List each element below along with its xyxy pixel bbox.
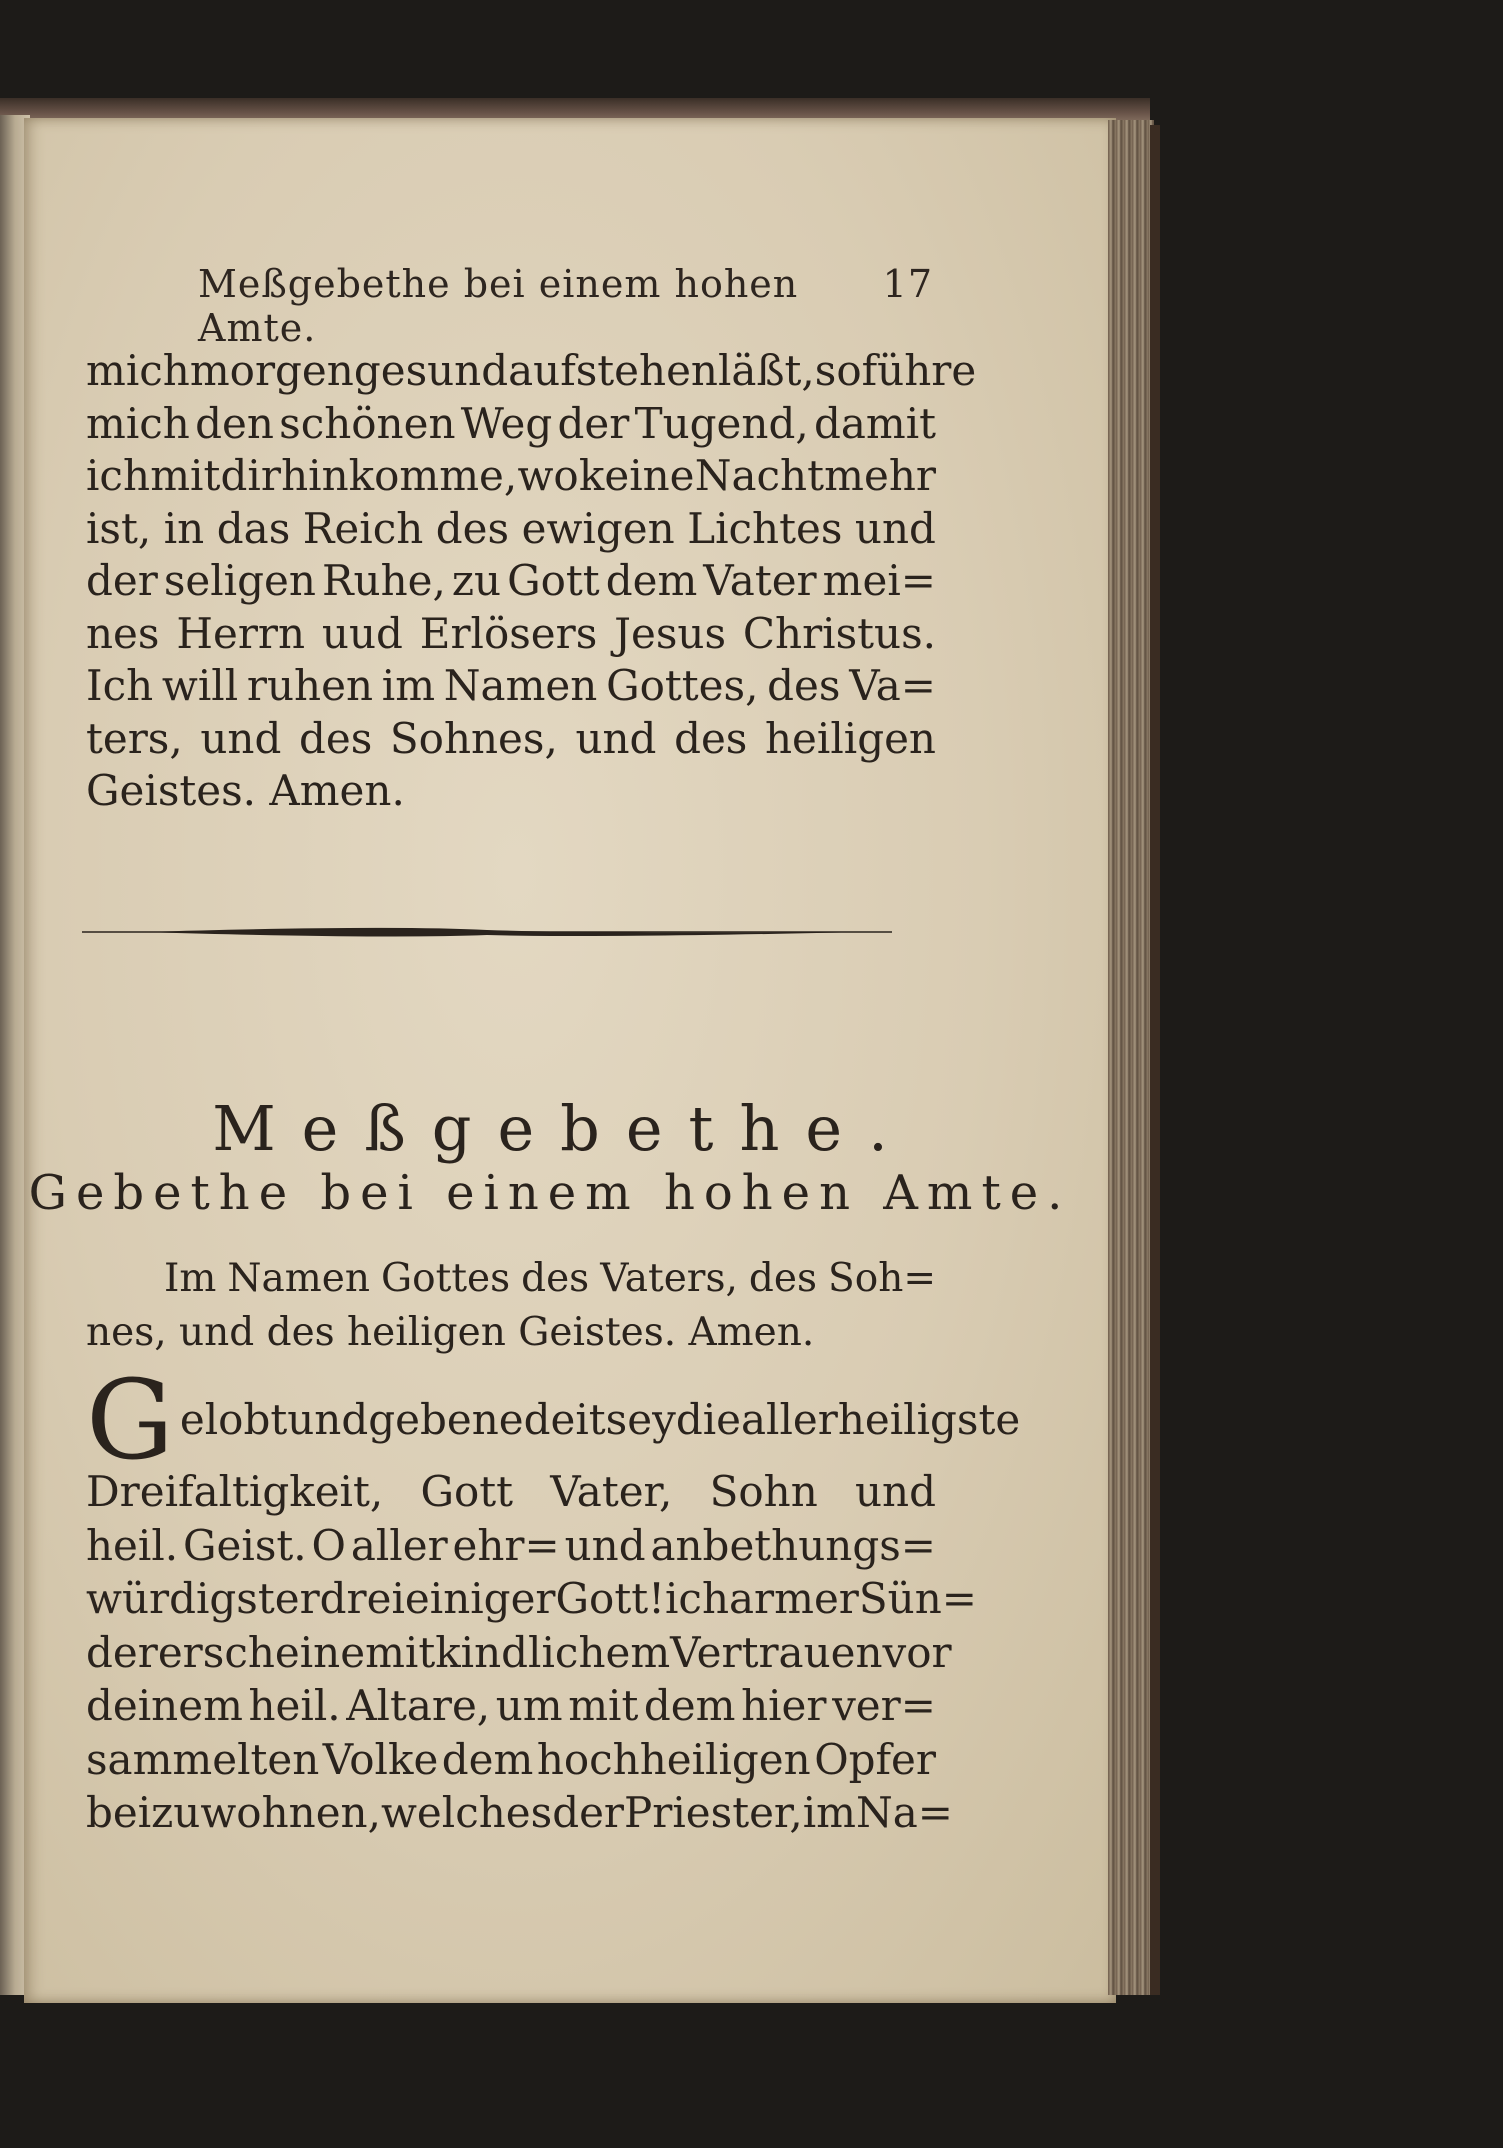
text-line: ist, in das Reich des ewigen Lichtes und [86,503,936,553]
text-line: der erscheine mit kindlichem Vertrauen vor [86,1627,952,1677]
text-line: elobt und gebenedeit sey die allerheiligste [179,1395,1021,1444]
text-line: Ich will ruhen im Namen Gottes, des Va= [86,661,936,710]
text-line: Im Namen Gottes des Vaters, des Soh= [164,1256,936,1301]
text-line: ich mit dir hinkomme, wo keine Nacht mehr [86,451,936,500]
text-line: mich morgen gesund aufstehen läßt, so führe [86,346,977,395]
section-title: Meßgebethe. [212,1092,914,1165]
text-line: würdigster dreieiniger Gott! ich armer Sün= [86,1574,977,1623]
cover-edge [1150,125,1160,1995]
running-header [198,262,933,350]
prayer-end-paragraph [86,345,977,818]
text-line: beizuwohnen, welches der Priester, im Na= [86,1788,953,1837]
text-line: sammelten Volke dem hochheiligen Opfer [86,1734,936,1784]
page-stack-edge [1108,120,1154,1995]
main-paragraph [86,1356,1021,1840]
section-subtitle: Gebethe bei einem hohen Amte. [28,1165,1072,1221]
text-line: der seligen Ruhe, zu Gott dem Vater mei= [86,556,936,605]
text-line: Geistes. Amen. [86,766,405,815]
section-divider-rule [82,925,892,939]
text-line: heil. Geist. O aller ehr= und anbethungs= [86,1520,936,1570]
intro-paragraph [86,1252,936,1360]
text-line: mich den schönen Weg der Tugend, damit [86,398,936,448]
drop-cap: G [86,1356,174,1484]
text-line: deinem heil. Altare, um mit dem hier ver= [86,1681,936,1730]
text-line: nes Herrn uud Erlösers Jesus Christus. [86,608,936,658]
text-line: ters, und des Sohnes, und des heiligen [86,713,936,763]
text-line: nes, und des heiligen Geistes. Amen. [86,1310,815,1355]
text-line: Dreifaltigkeit, Gott Vater, Sohn und [86,1467,936,1516]
page-number: 17 [882,262,933,306]
running-title: Meßgebethe bei einem hohen Amte. [198,262,799,350]
